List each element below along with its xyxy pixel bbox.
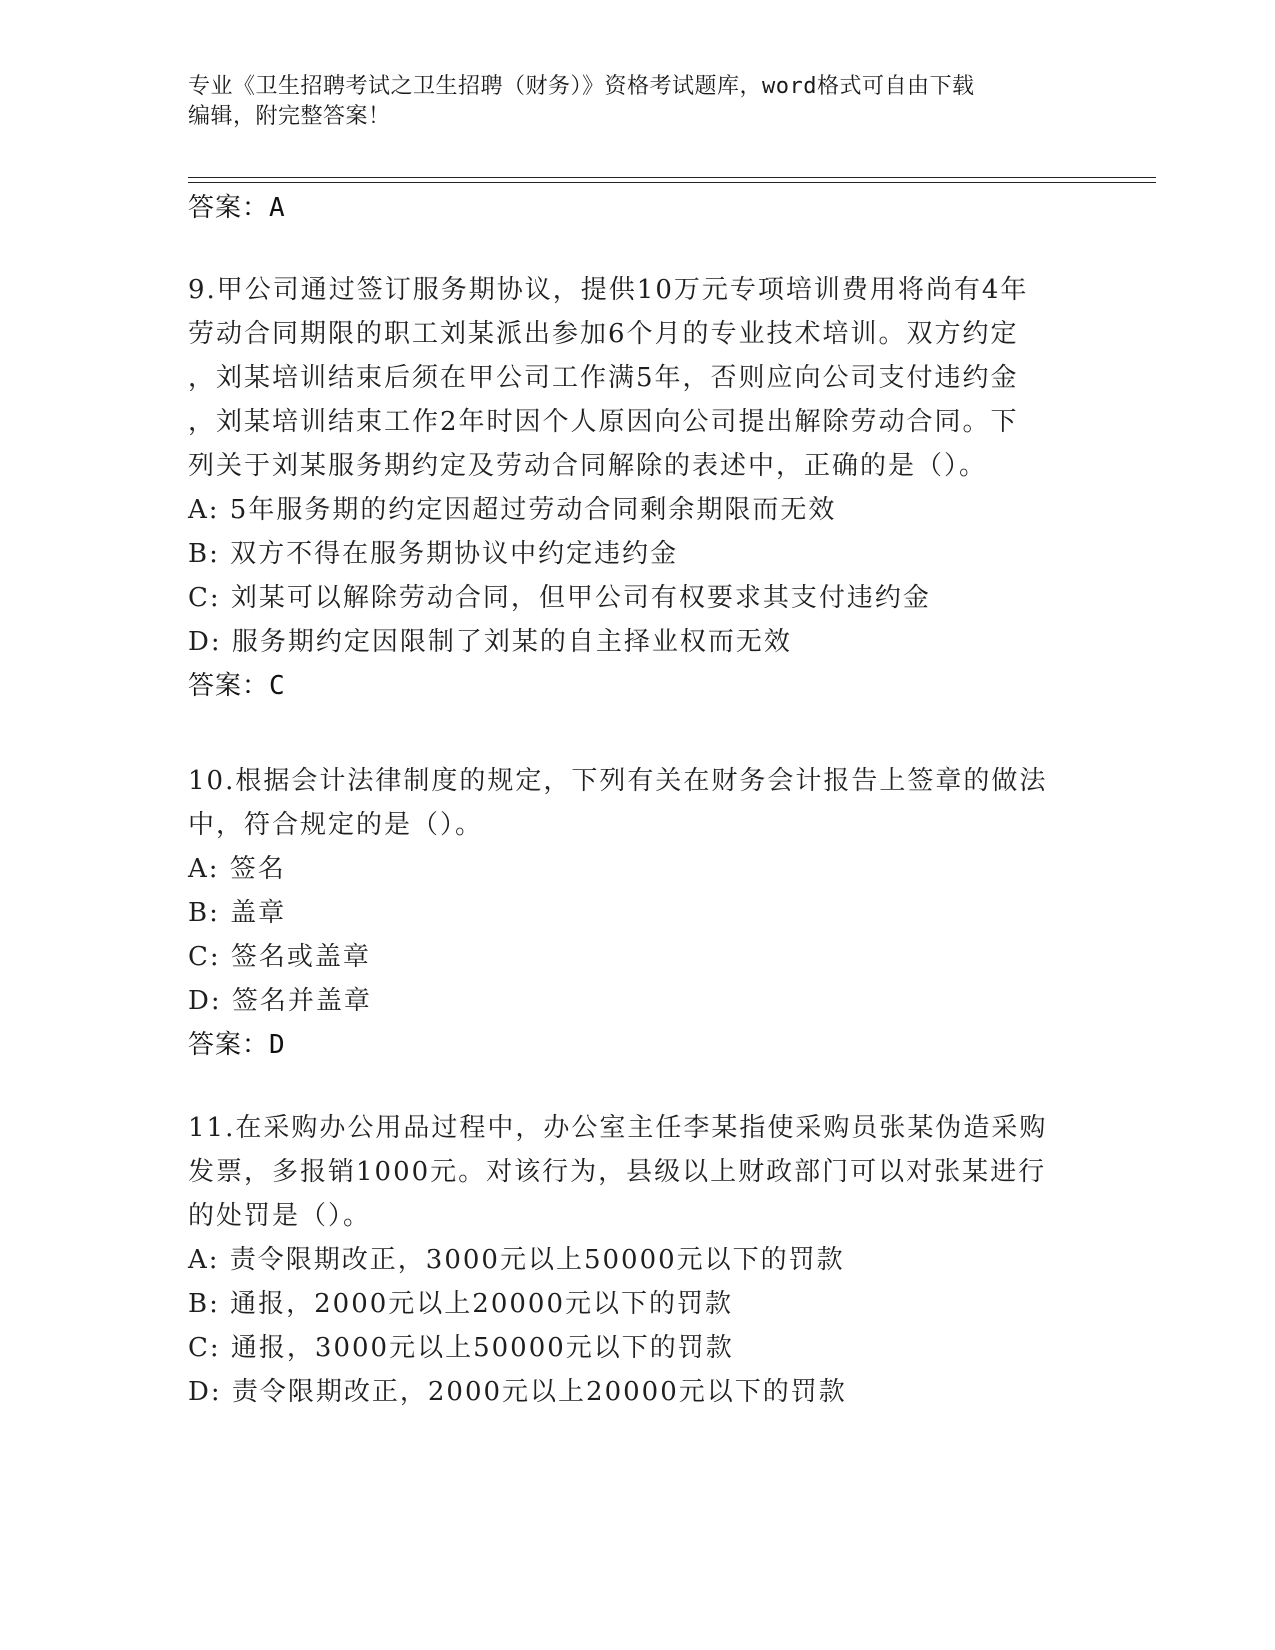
option-c: C: 签名或盖章: [188, 942, 371, 972]
question-text-line: 11.在采购办公用品过程中，办公室主任李某指使采购员张某伪造采购: [188, 1113, 1048, 1143]
option-b: B: 双方不得在服务期协议中约定违约金: [188, 539, 679, 569]
answer-line: [188, 1027, 286, 1063]
answer-label: 答案：: [188, 1030, 270, 1060]
answer-value: A: [269, 193, 286, 223]
question-text-line: ，刘某培训结束工作2年时因个人原因向公司提出解除劳动合同。下: [188, 407, 1019, 437]
option-b: B: 通报，2000元以上20000元以下的罚款: [188, 1289, 734, 1319]
option-b: B: 盖章: [188, 898, 287, 928]
option-d: D: 签名并盖章: [188, 986, 372, 1016]
question-text-line: 10.根据会计法律制度的规定，下列有关在财务会计报告上签章的做法: [188, 766, 1048, 796]
option-d: D: 服务期约定因限制了刘某的自主择业权而无效: [188, 627, 792, 657]
answer-line: [188, 668, 286, 704]
document-header: [188, 72, 1088, 132]
question-text-line: ，刘某培训结束后须在甲公司工作满5年，否则应向公司支付违约金: [188, 363, 1019, 393]
header-line-1: 专业《卫生招聘考试之卫生招聘（财务）》资格考试题库，word格式可自由下载: [188, 74, 975, 99]
option-a: A: 签名: [188, 854, 286, 884]
answer-value: C: [269, 671, 286, 701]
answer-line: [188, 190, 286, 226]
header-divider-top: [188, 177, 1156, 178]
question-text-line: 9.甲公司通过签订服务期协议，提供10万元专项培训费用将尚有4年: [188, 275, 1029, 305]
option-a: A: 5年服务期的约定因超过劳动合同剩余期限而无效: [188, 495, 837, 525]
header-line-2: 编辑，附完整答案！: [188, 104, 391, 129]
question-text-line: 中，符合规定的是（）。: [188, 810, 484, 840]
option-a: A: 责令限期改正，3000元以上50000元以下的罚款: [188, 1245, 845, 1275]
header-divider-bottom: [188, 182, 1156, 183]
question-text-line: 的处罚是（）。: [188, 1201, 372, 1231]
question-text-line: 发票，多报销1000元。对该行为，县级以上财政部门可以对张某进行: [188, 1157, 1047, 1187]
answer-label: 答案：: [188, 193, 270, 223]
question-text-line: 列关于刘某服务期约定及劳动合同解除的表述中，正确的是（）。: [188, 451, 988, 481]
answer-label: 答案：: [188, 671, 270, 701]
option-d: D: 责令限期改正，2000元以上20000元以下的罚款: [188, 1377, 847, 1407]
option-c: C: 通报，3000元以上50000元以下的罚款: [188, 1333, 734, 1363]
answer-value: D: [269, 1030, 286, 1060]
option-c: C: 刘某可以解除劳动合同，但甲公司有权要求其支付违约金: [188, 583, 931, 613]
question-text-line: 劳动合同期限的职工刘某派出参加6个月的专业技术培训。双方约定: [188, 319, 1019, 349]
